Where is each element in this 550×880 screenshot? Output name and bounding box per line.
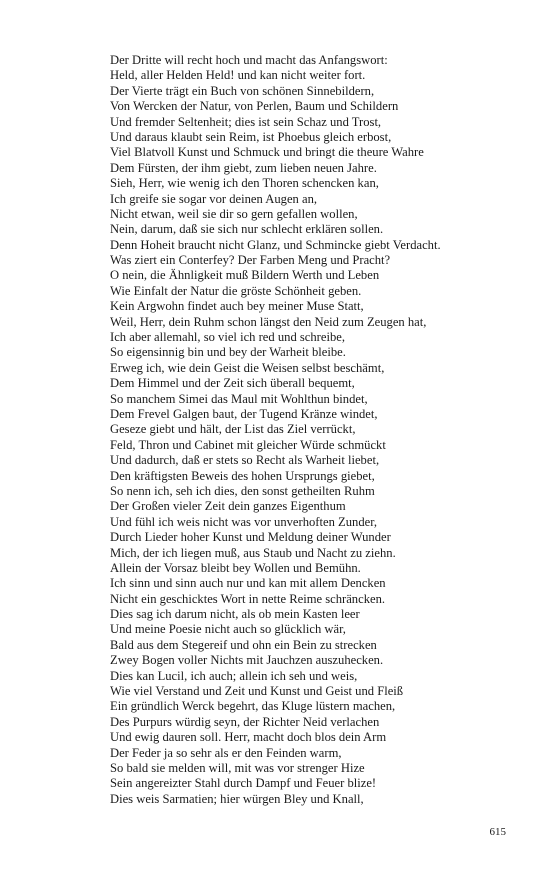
poem-line: So nenn ich, seh ich dies, den sonst getheilten Ruhm [110,483,375,498]
poem-line: Allein der Vorsaz bleibt bey Wollen und Bemühn. [110,560,361,575]
poem-line: Nein, darum, daß sie sich nur schlecht erklären sollen. [110,222,384,237]
poem-line: Wie Einfalt der Natur die gröste Schönheit geben. [110,283,362,298]
poem-line: Des Purpurs würdig seyn, der Richter Neid verlachen [110,714,380,729]
poem-text-block [110,53,530,807]
poem-line: Ich greife sie sogar vor deinen Augen an, [110,191,318,206]
poem-line: O nein, die Ähnligkeit muß Bildern Werth und Leben [110,268,380,283]
poem-line: Sein angereizter Stahl durch Dampf und Feuer blize! [110,776,377,791]
poem-line: Und dadurch, daß er stets so Recht als Warheit liebet, [110,453,380,468]
poem-line: Und ewig dauren soll. Herr, macht doch blos dein Arm [110,730,387,745]
poem-line: Und fremder Seltenheit; dies ist sein Schaz und Trost, [110,114,382,129]
poem-line: Nicht ein geschicktes Wort in nette Reime schräncken. [110,591,386,606]
poem-line: Mich, der ich liegen muß, aus Staub und Nacht zu ziehn. [110,545,396,560]
poem-line: Bald aus dem Stegereif und ohn ein Bein zu strecken [110,637,377,652]
poem-line: So manchem Simei das Maul mit Wohlthun bindet, [110,391,368,406]
poem-line: Erweg ich, wie dein Geist die Weisen selbst beschämt, [110,360,385,375]
poem-line: Zwey Bogen voller Nichts mit Jauchzen auszuhecken. [110,653,384,668]
poem-line: Der Vierte trägt ein Buch von schönen Sinnebildern, [110,83,375,98]
poem-line: Dem Frevel Galgen baut, der Tugend Kränze windet, [110,406,378,421]
poem-line: Nicht etwan, weil sie dir so gern gefallen wollen, [110,206,358,221]
poem-line: Den kräftigsten Beweis des hohen Ursprungs giebet, [110,468,375,483]
poem-line: Wie viel Verstand und Zeit und Kunst und Geist und Fleiß [110,684,404,699]
poem-line: So bald sie melden will, mit was vor strenger Hize [110,760,365,775]
poem-line: Viel Blatvoll Kunst und Schmuck und bringt die theure Wahre [110,145,424,160]
poem-line: Kein Argwohn findet auch bey meiner Muse Statt, [110,299,364,314]
poem-line: Ich sinn und sinn auch nur und kan mit allem Dencken [110,576,386,591]
poem-line: Der Großen vieler Zeit dein ganzes Eigenthum [110,499,346,514]
poem-line: Held, aller Helden Held! und kan nicht weiter fort. [110,68,366,83]
poem-line: Sieh, Herr, wie wenig ich den Thoren schencken kan, [110,176,379,191]
poem-line: Was ziert ein Conterfey? Der Farben Meng und Pracht? [110,253,391,268]
poem-line: Dem Fürsten, der ihm giebt, zum lieben neuen Jahre. [110,160,377,175]
poem-line: Weil, Herr, dein Ruhm schon längst den Neid zum Zeugen hat, [110,314,427,329]
poem-line: Der Dritte will recht hoch und macht das Anfangswort: [110,53,388,67]
poem-line: Dem Himmel und der Zeit sich überall bequemt, [110,376,355,391]
poem-line: Und fühl ich weis nicht was vor unverhoften Zunder, [110,514,378,529]
poem-line: Durch Lieder hoher Kunst und Meldung deiner Wunder [110,530,391,545]
poem-line: Und meine Poesie nicht auch so glücklich wär, [110,622,346,637]
page-number: 615 [489,826,506,838]
poem-line: Feld, Thron und Cabinet mit gleicher Würde schmückt [110,437,386,452]
poem-line: Von Wercken der Natur, von Perlen, Baum und Schildern [110,99,399,114]
poem-line: So eigensinnig bin und bey der Warheit bleibe. [110,345,346,360]
poem-line: Dies weis Sarmatien; hier würgen Bley und Knall, [110,791,364,806]
poem-line: Ein gründlich Werck begehrt, das Kluge lüstern machen, [110,699,396,714]
poem-line: Denn Hoheit braucht nicht Glanz, und Schmincke giebt Verdacht. [110,237,441,252]
poem-line: Geseze giebt und hält, der List das Ziel verrückt, [110,422,356,437]
poem-line: Der Feder ja so sehr als er den Feinden warm, [110,745,342,760]
poem-line: Und daraus klaubt sein Reim, ist Phoebus gleich erbost, [110,129,392,144]
poem-line: Ich aber allemahl, so viel ich red und schreibe, [110,330,345,345]
poem-line: Dies sag ich darum nicht, als ob mein Kasten leer [110,607,360,622]
poem-line: Dies kan Lucil, ich auch; allein ich seh und weis, [110,668,358,683]
